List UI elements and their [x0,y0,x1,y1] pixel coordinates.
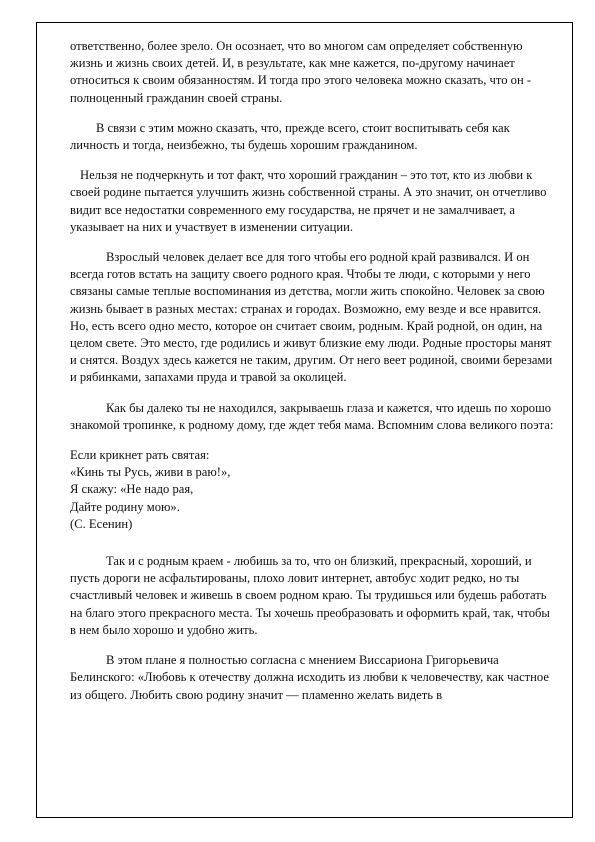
document-body [70,38,556,717]
paragraph-3: Нельзя не подчеркнуть и тот факт, что хороший гражданин – это тот, кто из любви к своей родине пытается улучшить жизнь собственной страны. А это значит, он отчетливо видит все недостатки современного ему государства, не прячет и не замалчивает, а указывает на них и участвует в изменении ситуации. [70,168,547,234]
paragraph-7: В этом плане я полностью согласна с мнением Виссариона Григорьевича Белинского: «Любовь к отечеству должна исходить из любви к человечеству, как частное из общего. Любить свою родину значит — пламенно желать видеть в [70,653,549,702]
poem-line-2: «Кинь ты Русь, живи в раю!», [70,465,231,480]
poem-quote [70,447,556,533]
poem-attribution: (С. Есенин) [70,516,133,531]
poem-line-3: Я скажу: «Не надо рая, [70,482,194,497]
paragraph-4: Взрослый человек делает все для того чтобы его родной край развивался. И он всегда готов встать на защиту своего родного края. Чтобы те люди, с которыми у него связаны самые теплые воспоминания из детства, могли жить спокойно. Человек за свою жизнь бывает в разных местах: странах и городах. Возможно, ему везде и все нравится. Но, есть всего одно место, которое он считает своим, родным. Край родной, он один, на целом свете. Это место, где родились и живут близкие ему люди. Родные просторы манят и снятся. Воздух здесь кажется не таким, другим. От него веет родиной, своими березами и рябинками, запахами пруда и травой за околицей. [70,250,553,385]
paragraph-2: В связи с этим можно сказать, что, прежде всего, стоит воспитывать себя как личность и тогда, неизбежно, ты будешь хорошим гражданином. [70,120,510,153]
paragraph-1: ответственно, более зрело. Он осознает, что во многом сам определяет собственную жизнь и жизнь своих детей. И, в результате, как мне кажется, по-другому начинает относиться к своим обязанностям. И тогда про этого человека можно сказать, что он - полноценный гражданин своей страны. [70,39,532,105]
paragraph-6: Так и с родным краем - любишь за то, что он близкий, прекрасный, хороший, и пусть дороги не асфальтированы, плохо ловит интернет, автобус ходит редко, но ты счастливый человек и живешь в своем родном краю. Ты трудишься или будешь работать на благо этого прекрасного места. Ты хочешь преобразовать и оформить край, так, чтобы в нем было хорошо и удобно жить. [70,554,550,637]
paragraph-5: Как бы далеко ты не находился, закрываешь глаза и кажется, что идешь по хорошо знакомой тропинке, к родному дому, где ждет тебя мама. Вспомним слова великого поэта: [70,400,554,432]
poem-line-4: Дайте родину мою». [70,499,180,514]
poem-line-1: Если крикнет рать святая: [70,448,210,463]
